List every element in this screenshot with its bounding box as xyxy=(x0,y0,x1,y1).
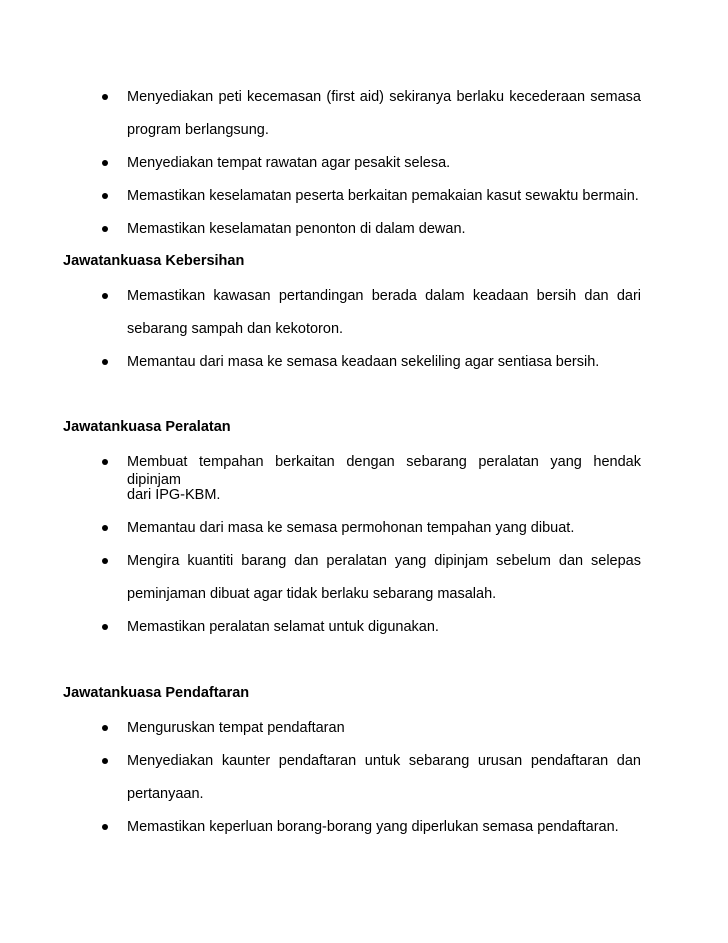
list-item-line: Memastikan keperluan borang-borang yang diperlukan semasa pendaftaran. xyxy=(127,819,619,835)
list-item-line: Memantau dari masa ke semasa keadaan sekeliling agar sentiasa bersih. xyxy=(127,354,600,370)
list-item-line: program berlangsung. xyxy=(127,122,269,138)
section-heading: Jawatankuasa Peralatan xyxy=(63,419,231,435)
bullet-icon xyxy=(102,293,108,299)
list-item-line: Menyediakan tempat rawatan agar pesakit selesa. xyxy=(127,155,451,171)
list-item-line: Menyediakan kaunter pendaftaran untuk sebarang urusan pendaftaran dan xyxy=(127,753,641,769)
list-item-line: Menyediakan peti kecemasan (first aid) sekiranya berlaku kecederaan semasa xyxy=(127,89,641,105)
section-heading: Jawatankuasa Pendaftaran xyxy=(63,685,250,701)
bullet-icon xyxy=(102,525,108,531)
list-item-line: Memastikan peralatan selamat untuk digunakan. xyxy=(127,619,439,635)
bullet-icon xyxy=(102,193,108,199)
bullet-icon xyxy=(102,94,108,100)
list-item-line: Membuat tempahan berkaitan dengan sebarang peralatan yang hendak dipinjam xyxy=(127,454,641,488)
bullet-icon xyxy=(102,226,108,232)
bullet-icon xyxy=(102,558,108,564)
list-item-line: Memantau dari masa ke semasa permohonan tempahan yang dibuat. xyxy=(127,520,575,536)
list-item-line: sebarang sampah dan kekotoron. xyxy=(127,321,344,337)
bullet-icon xyxy=(102,459,108,465)
list-item-line: Memastikan keselamatan penonton di dalam dewan. xyxy=(127,221,466,237)
bullet-icon xyxy=(102,725,108,731)
bullet-icon xyxy=(102,624,108,630)
list-item-line: pertanyaan. xyxy=(127,786,204,802)
list-item-line: Menguruskan tempat pendaftaran xyxy=(127,720,345,736)
list-item-line: Memastikan kawasan pertandingan berada dalam keadaan bersih dan dari xyxy=(127,288,641,304)
bullet-icon xyxy=(102,758,108,764)
section-heading: Jawatankuasa Kebersihan xyxy=(63,253,245,269)
bullet-icon xyxy=(102,824,108,830)
bullet-icon xyxy=(102,359,108,365)
bullet-icon xyxy=(102,160,108,166)
list-item-line: dari IPG-KBM. xyxy=(127,487,221,503)
list-item-line: peminjaman dibuat agar tidak berlaku sebarang masalah. xyxy=(127,586,497,602)
list-item-line: Memastikan keselamatan peserta berkaitan pemakaian kasut sewaktu bermain. xyxy=(127,188,639,204)
list-item-line: Mengira kuantiti barang dan peralatan yang dipinjam sebelum dan selepas xyxy=(127,553,641,569)
